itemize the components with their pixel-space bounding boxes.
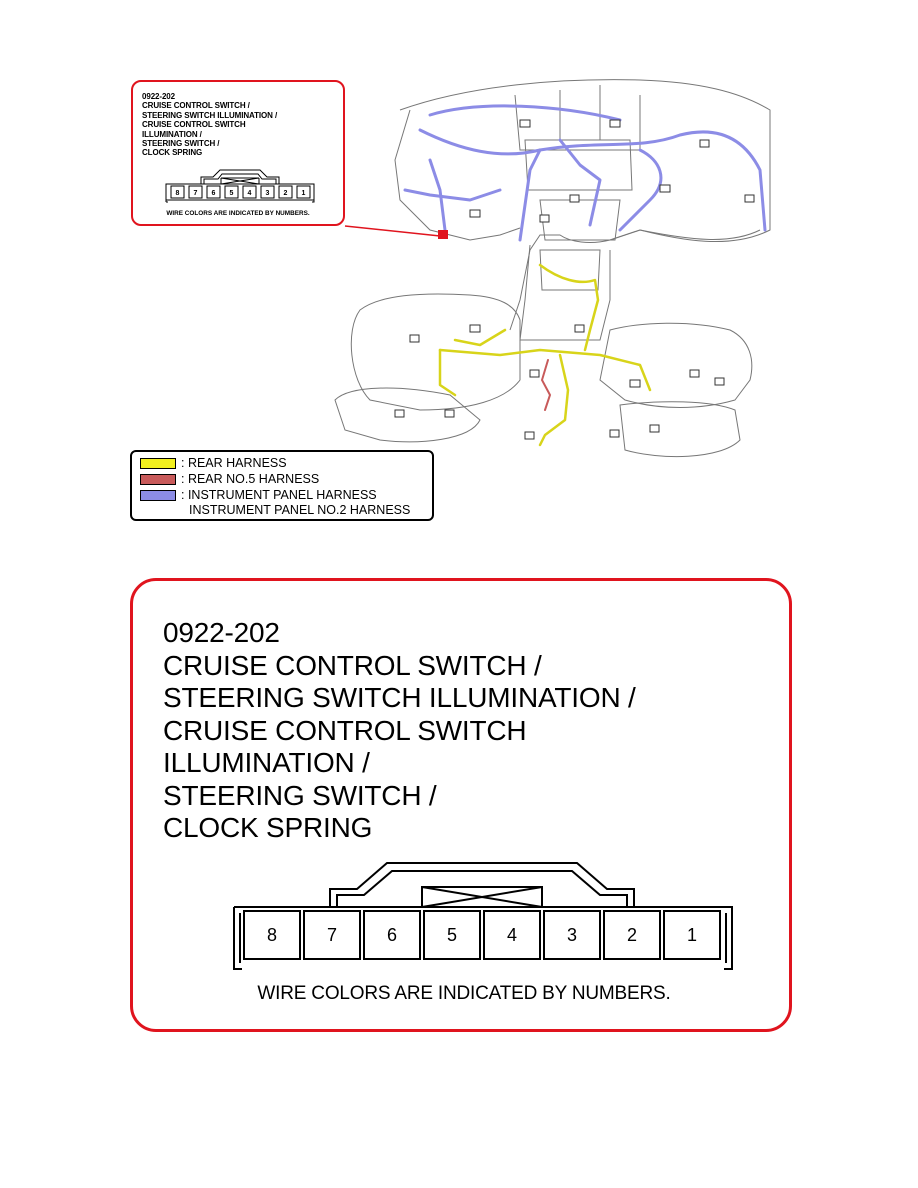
small-connector-name-line: CRUISE CONTROL SWITCH — [142, 120, 246, 130]
small-connector-name-line: STEERING SWITCH / — [142, 139, 220, 149]
connector-name-line: CRUISE CONTROL SWITCH / — [163, 649, 542, 681]
pin-label: 7 — [326, 925, 338, 945]
pin-label: 1 — [686, 925, 698, 945]
connector-name-line: CRUISE CONTROL SWITCH — [163, 714, 527, 746]
pin-label: 8 — [266, 925, 278, 945]
legend-label: : REAR NO.5 HARNESS — [181, 472, 320, 486]
small-pin-label: 2 — [283, 190, 288, 197]
small-pin-label: 7 — [193, 190, 198, 197]
pin-label: 5 — [446, 925, 458, 945]
small-callout-text — [142, 92, 277, 158]
connector-name-line: ILLUMINATION / — [163, 747, 370, 778]
small-pin-label: 8 — [175, 190, 180, 197]
pin-label: 4 — [506, 925, 518, 945]
legend-label: : INSTRUMENT PANEL HARNESS — [181, 488, 377, 502]
connector-name-line: CLOCK SPRING — [163, 812, 373, 843]
rear-no5-harness-swatch — [140, 474, 176, 485]
instrument-panel-harness-swatch — [140, 490, 176, 501]
small-connector-callout — [131, 80, 345, 226]
pin-label: 2 — [626, 925, 638, 945]
small-pin-label: 4 — [247, 190, 252, 197]
pin-label: 3 — [566, 925, 578, 945]
connector-name-line: STEERING SWITCH ILLUMINATION / — [163, 682, 636, 713]
legend-item-rear-harness — [140, 456, 287, 470]
legend-label: : REAR HARNESS — [181, 456, 287, 470]
rear-harness-swatch — [140, 458, 176, 469]
connector-name-line: STEERING SWITCH / — [163, 779, 437, 811]
connector-code: 0922-202 — [163, 617, 280, 648]
small-connector-name-line: ILLUMINATION / — [142, 129, 202, 139]
legend-item-instrument-panel-harness — [140, 488, 377, 502]
small-pin-label: 3 — [265, 190, 270, 197]
small-pin-label: 5 — [229, 190, 234, 197]
small-connector-name-line: STEERING SWITCH ILLUMINATION / — [142, 110, 278, 120]
legend-label-instrument-panel-no2: INSTRUMENT PANEL NO.2 HARNESS — [189, 503, 411, 517]
small-connector-diagram — [165, 168, 315, 204]
pin-label: 6 — [386, 925, 398, 945]
connector-title-block — [163, 617, 636, 845]
small-connector-name-line: CLOCK SPRING — [142, 148, 203, 158]
small-connector-name-line: CRUISE CONTROL SWITCH / — [142, 101, 250, 111]
large-connector-callout — [130, 578, 792, 1032]
small-wire-note: WIRE COLORS ARE INDICATED BY NUMBERS. — [166, 210, 310, 217]
connector-pinout-diagram — [232, 857, 734, 973]
harness-legend — [130, 450, 434, 521]
small-pin-label: 6 — [211, 190, 216, 197]
wire-colors-note: WIRE COLORS ARE INDICATED BY NUMBERS. — [257, 983, 671, 1004]
small-pin-label: 1 — [301, 190, 306, 197]
legend-item-rear-no5-harness — [140, 472, 319, 486]
small-connector-code: 0922-202 — [142, 92, 176, 101]
